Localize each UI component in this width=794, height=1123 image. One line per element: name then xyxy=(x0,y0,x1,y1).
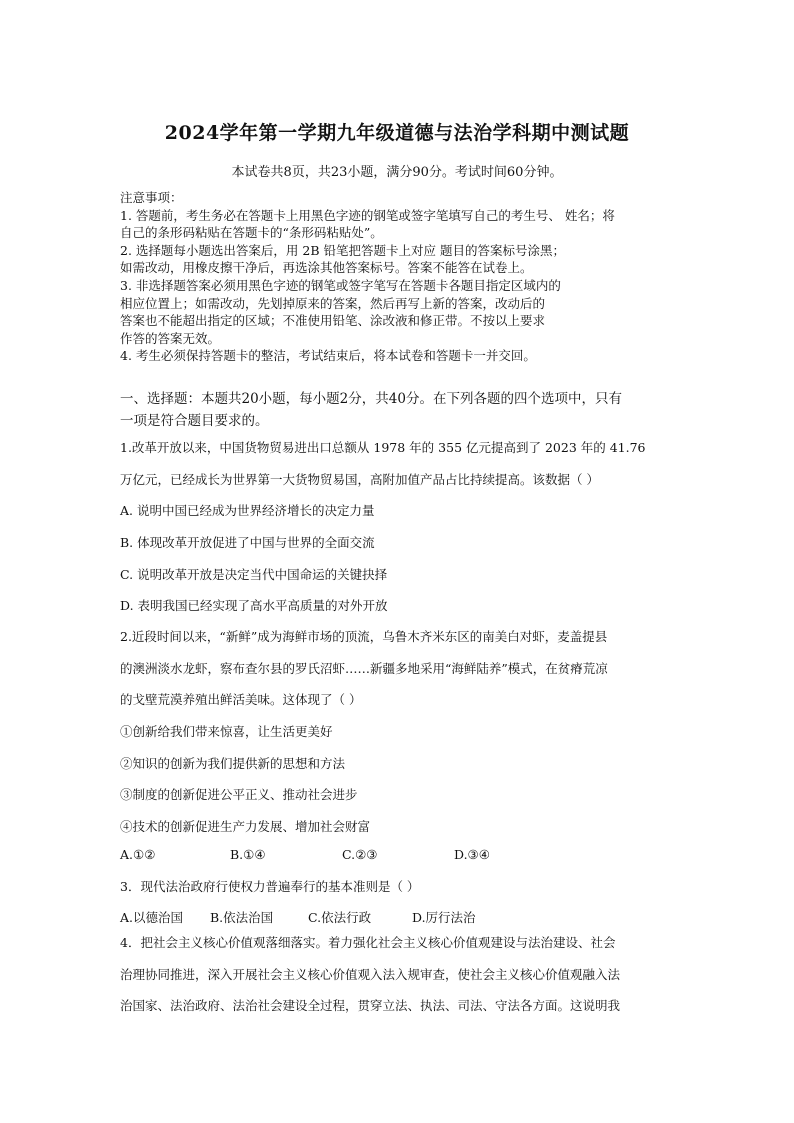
option-c: C.依法行政 xyxy=(308,910,372,925)
option-d: D.厉行法治 xyxy=(412,910,476,925)
notes-heading: 注意事项： xyxy=(120,190,183,205)
notes-line: 相应位置上；如需改动，先划掉原来的答案，然后再写上新的答案，改动后的 xyxy=(120,295,546,311)
option-b: B. 体现改革开放促进了中国与世界的全面交流 xyxy=(120,535,375,550)
question-stem-line: 的戈壁荒漠养殖出鲜活美味。这体现了（ ） xyxy=(120,692,362,707)
option-b: B.①④ xyxy=(230,847,266,862)
statement-4: ④技术的创新促进生产力发展、增加社会财富 xyxy=(120,819,371,834)
exam-title: 2024学年第一学期九年级道德与法治学科期中测试题 xyxy=(164,122,630,144)
statement-2: ②知识的创新为我们提供新的思想和方法 xyxy=(120,756,346,771)
option-b: B.依法治国 xyxy=(210,910,274,925)
option-a: A.以德治国 xyxy=(120,910,184,925)
option-a: A.①② xyxy=(120,847,156,862)
question-stem-line: 治理协同推进，深入开展社会主义核心价值观入法入规审查，使社会主义核心价值观融入法 xyxy=(120,967,621,982)
option-d: D.③④ xyxy=(454,847,490,862)
statement-1: ①创新给我们带来惊喜，让生活更美好 xyxy=(120,724,333,739)
notes-line: 答案也不能超出指定的区域；不准使用铅笔、涂改液和修正带。不按以上要求 xyxy=(120,313,546,329)
question-stem-line: 万亿元，已经成长为世界第一大货物贸易国，高附加值产品占比持续提高。该数据（ ） xyxy=(120,472,599,487)
notes-line: 自己的条形码粘贴在答题卡的“条形码粘贴处”。 xyxy=(120,225,383,241)
question-stem-line: 3．现代法治政府行使权力普遍奉行的基本准则是（ ） xyxy=(120,879,420,894)
section-line: 一、选择题：本题共20小题，每小题2分，共40分。在下列各题的四个选项中，只有 xyxy=(120,391,622,407)
question-stem-line: 的澳洲淡水龙虾，察布查尔县的罗氏沼虾……新疆多地采用“海鲜陆养”模式，在贫瘠荒凉 xyxy=(120,661,608,676)
notes-line: 如需改动，用橡皮擦干净后，再选涂其他答案标号。答案不能答在试卷上。 xyxy=(120,260,533,276)
notes-line: 3. 非选择题答案必须用黑色字迹的钢笔或签字笔写在答题卡各题目指定区域内的 xyxy=(120,277,561,293)
notes-line: 1. 答题前，考生务必在答题卡上用黑色字迹的钢笔或签字笔填写自己的考生号、 姓名；将 xyxy=(120,207,615,223)
notes-line: 2. 选择题每小题选出答案后，用 2B 铅笔把答题卡上对应 题目的答案标号涂黑； xyxy=(120,242,565,258)
section-heading xyxy=(120,388,690,432)
option-c: C.②③ xyxy=(342,847,378,862)
notes-line: 作答的答案无效。 xyxy=(120,330,221,346)
statement-3: ③制度的创新促进公平正义、推动社会进步 xyxy=(120,787,358,802)
option-c: C. 说明改革开放是决定当代中国命运的关键抉择 xyxy=(120,567,388,582)
option-a: A. 说明中国已经成为世界经济增长的决定力量 xyxy=(120,503,375,518)
section-line: 一项是符合题目要求的。 xyxy=(120,413,269,429)
notes-block xyxy=(120,189,690,365)
question-stem-line: 4．把社会主义核心价值观落细落实。着力强化社会主义核心价值观建设与法治建设、社会 xyxy=(120,935,616,950)
notes-line: 4. 考生必须保持答题卡的整洁，考试结束后，将本试卷和答题卡一并交回。 xyxy=(120,348,536,364)
question-stem-line: 2.近段时间以来，“新鲜”成为海鲜市场的顶流，乌鲁木齐米东区的南美白对虾，麦盖提县 xyxy=(120,629,608,644)
option-d: D. 表明我国已经实现了高水平高质量的对外开放 xyxy=(120,598,388,613)
exam-subtitle: 本试卷共8页，共23小题，满分90分。考试时间60分钟。 xyxy=(231,165,563,180)
question-stem-line: 治国家、法治政府、法治社会建设全过程，贯穿立法、执法、司法、守法各方面。这说明我 xyxy=(120,998,621,1013)
question-stem-line: 1.改革开放以来，中国货物贸易进出口总额从 1978 年的 355 亿元提高到了 2023 年的 41.76 xyxy=(120,440,646,455)
